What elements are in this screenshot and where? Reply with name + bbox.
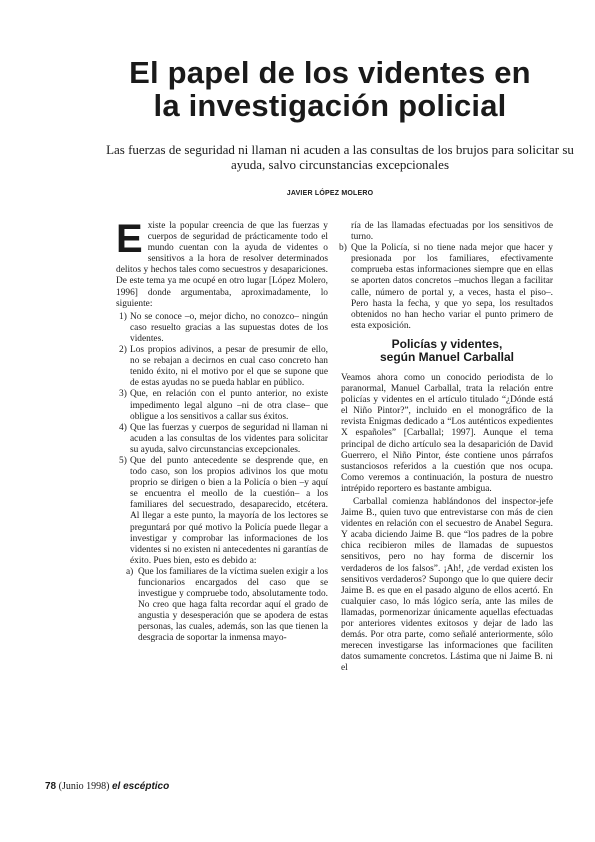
- list-text: Que del punto antecedente se desprende que, en todo caso, son los propios adivinos los que motu proprio se dirigen o bien a la Policía o bien –y aquí se encuentra el meollo de la cuestión– a los familiares del secuestrado, desaparecido, etcétera. Al llegar a este punto, la mayoría de los lectores se preguntará por qué motivo la Policía puede llegar a investigar y comprobar las informaciones de los videntes si no existen ni antecedentes ni garantías de éxito. Pues bien, esto es debido a:: [130, 455, 328, 566]
- author-byline: JAVIER LÓPEZ MOLERO: [286, 190, 374, 197]
- list-text: Los propios adivinos, a pesar de presumir de ello, no se rebajan a decirnos en cual caso concreto han tenido éxito, ni el motivo por el que se supone que de estas ayudas no se pueda hablar en público.: [130, 345, 328, 389]
- article-title: [60, 56, 595, 122]
- list-number: 4): [119, 422, 127, 433]
- intro-text: xiste la popular creencia de que las fuerzas y cuerpos de seguridad de prácticamente todo el mundo cuentan con la ayuda de videntes o sensitivos a la hora de resolver determinados delitos y hechos tales como secuestros y desapariciones. De este tema ya me ocupé en otro lugar [López Molero, 1996] donde argumentaba, aproximadamente, lo siguiente:: [116, 221, 328, 309]
- sub-list-letter: b): [339, 243, 347, 254]
- page-number: 78: [45, 781, 57, 792]
- page-footer: [45, 781, 169, 792]
- sub-list-continued: [341, 221, 553, 332]
- list-item: [116, 312, 328, 345]
- list-number: 5): [119, 455, 127, 466]
- body-paragraph: Veamos ahora como un conocido periodista de lo paranormal, Manuel Carballal, trata la relación entre policías y videntes en el artículo titulado “¿Dónde está el Niño Pintor?”, incluido en el monográfico de la revista Enigmas dedicado a “Los auténticos expedientes X españoles” [Carballal; 1997]. Aunque el tema principal de dicho artículo sea la desaparición de David Guerrero, el Niño Pintor, éste contiene unos párrafos sustanciosos referidos a la cuestión que nos ocupa. Como veremos a continuación, la postura de nuestro intrépido reportero es bastante ambigua.: [341, 372, 553, 494]
- list-text: Que las fuerzas y cuerpos de seguridad ni llaman ni acuden a las consultas de los videntes para solicitar su ayuda, salvo circunstancias excepcionales.: [130, 422, 328, 455]
- sub-list-item: [341, 221, 553, 243]
- right-column: [341, 221, 553, 676]
- list-item: [116, 389, 328, 422]
- left-column: [116, 217, 328, 645]
- article-subtitle: Las fuerzas de seguridad ni llaman ni acuden a las consultas de los brujos para solicitar su ayuda, salvo circunstancias excepcionales: [106, 142, 574, 172]
- list-item: [116, 456, 328, 567]
- sub-list-item: [341, 243, 553, 332]
- intro-paragraph: [116, 217, 328, 310]
- sub-list-text: Que la Policía, si no tiene nada mejor que hacer y presionada por los familiares, efectivamente comprueba estas informaciones siempre que en ellas se aporten datos concretos –muchos llegan a facilitar calle, número de portal y, a veces, hasta el piso–. Pero hasta la fecha, y que yo sepa, los resultados obtenidos no han hecho variar el punto primero de esta exposición.: [351, 243, 553, 331]
- title-line-1: El papel de los videntes en: [129, 55, 531, 90]
- list-number: 3): [119, 389, 127, 400]
- sub-list-item: [116, 567, 328, 645]
- magazine-name: el escéptico: [111, 781, 170, 792]
- body-paragraph: Carballal comienza hablándonos del inspector-jefe Jaime B., quien tuvo que entrevistarse con más de cien videntes en relación con el secuestro de Anabel Segura. Y acaba diciendo Jaime B. que “los padres de la pobre chica recibieron miles de llamadas de supuestos sensitivos, pero no hay forma de discernir los verdaderos de los falsos”. ¡Ah!, ¿de verdad existen los sensitivos verdaderos? Supongo que lo que quiere decir Jaime B. es que en el pasado alguno de ellos acertó. En cualquier caso, lo más lógico sería, ante las miles de llamadas, pormenorizar únicamente aquellas efectuadas por anteriores videntes exitosos y dejar de lado las demás. Por otra parte, como señalé anteriormente, sólo merecen investigarse las informaciones que faciliten datos sumamente concretos. Lástima que ni Jaime B. ni el: [341, 496, 553, 674]
- list-item: [116, 345, 328, 389]
- sub-list-text: Que los familiares de la víctima suelen exigir a los funcionarios encargados del caso que se investigue y compruebe todo, absolutamente todo. No creo que haga falta recordar aquí el grado de angustia y desesperación que se apodera de estas personas, las cuales, además, son las que tienen la desgracia de soportar la inmensa mayo-: [138, 566, 328, 644]
- list-text: No se conoce –o, mejor dicho, no conozco– ningún caso resuelto gracias a las supuestas dotes de los videntes.: [130, 311, 328, 344]
- issue-date: (Junio 1998): [58, 781, 110, 792]
- numbered-list: [116, 312, 328, 567]
- list-number: 2): [119, 345, 127, 356]
- title-line-2: la investigación policial: [153, 88, 507, 123]
- sub-list-text: ría de las llamadas efectuadas por los sensitivos de turno.: [351, 221, 553, 243]
- sub-list: [116, 567, 328, 645]
- section-heading-line-2: según Manuel Carballal: [379, 350, 515, 365]
- section-heading-line-1: Policías y videntes,: [391, 336, 503, 351]
- list-item: [116, 423, 328, 456]
- drop-cap: E: [116, 217, 143, 261]
- list-text: Que, en relación con el punto anterior, no existe impedimento legal alguno –ni de otra clase– que obligue a los sensitivos a callar sus éxitos.: [130, 389, 328, 422]
- section-heading: [341, 338, 553, 365]
- list-number: 1): [119, 311, 127, 322]
- sub-list-letter: a): [126, 566, 134, 577]
